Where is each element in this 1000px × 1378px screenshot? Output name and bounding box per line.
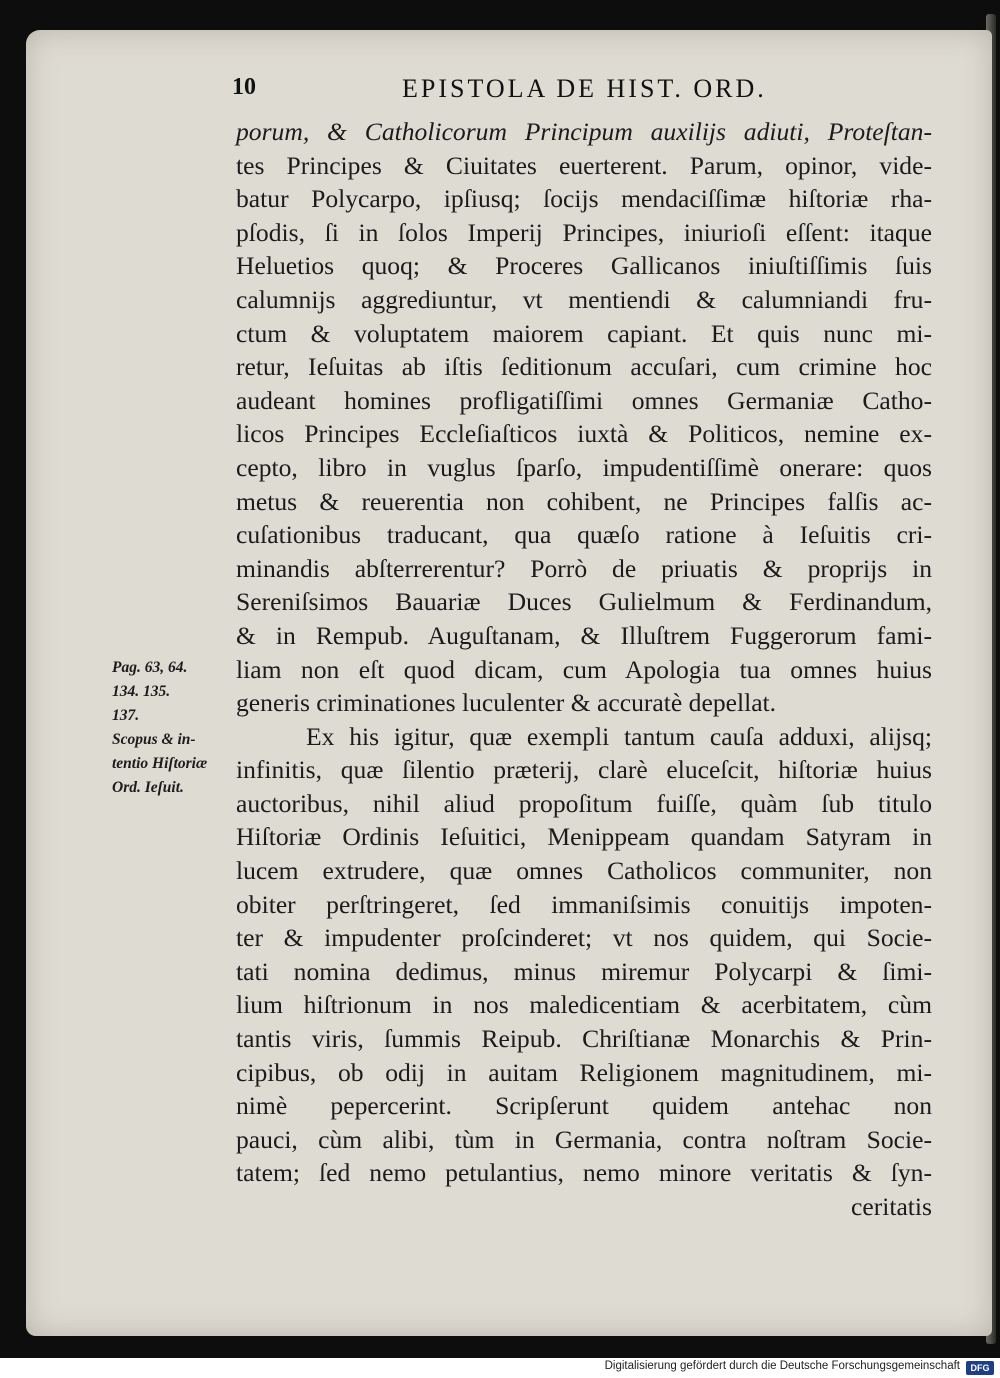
text-line: lium hiſtrionum in nos maledicentiam & acerbitatem, cùm [236, 990, 932, 1020]
catchword: ceritatis [850, 1192, 932, 1221]
footer-bar [0, 1358, 1000, 1378]
margin-note-pages: Pag. 63, 64. [112, 659, 188, 676]
text-line: batur Polycarpo, ipſiusq; ſocijs mendaciſſimæ hiſtoriæ rha- [236, 184, 932, 214]
text-line: porum, & Catholicorum Principum auxilijs adiuti, Proteſtan- [236, 117, 932, 146]
text-line: liam non eſt quod dicam, cum Apologia tua omnes huius [236, 654, 932, 684]
margin-note-pages: 134. 135. [112, 683, 171, 700]
text-line: Heluetios quoq; & Proceres Gallicanos iniuſtiſſimis ſuis [236, 251, 932, 281]
margin-note-pages: 137. [112, 707, 140, 724]
margin-note-scope: Scopus & in- [112, 731, 196, 748]
text-line: ctum & voluptatem maiorem capiant. Et quis nunc mi- [236, 318, 932, 348]
text-line: tati nomina dedimus, minus miremur Polycarpi & ſimi- [236, 956, 932, 986]
text-line: calumnijs aggrediuntur, vt mentiendi & calumniandi fru- [236, 284, 932, 314]
text-line: auctoribus, nihil aliud propoſitum fuiſſe, quàm ſub titulo [236, 788, 932, 818]
text-line: cepto, libro in vuglus ſparſo, impudentiſſimè onerare: quos [236, 452, 932, 482]
text-line: audeant homines profligatiſſimi omnes Germaniæ Catho- [236, 385, 932, 415]
text-line: tatem; ſed nemo petulantius, nemo minore veritatis & ſyn- [236, 1158, 932, 1188]
dfg-logo: DFG [966, 1361, 994, 1375]
text-line: cipibus, ob odij in auitam Religionem magnitudinem, mi- [236, 1057, 932, 1087]
text-line: retur, Ieſuitas ab iſtis ſeditionum accuſari, cum crimine hoc [236, 352, 932, 382]
text-line: tantis viris, ſummis Reipub. Chriſtianæ Monarchis & Prin- [236, 1024, 932, 1054]
text-line: lucem extrudere, quæ omnes Catholicos communiter, non [236, 856, 932, 886]
text-line: Hiſtoriæ Ordinis Ieſuitici, Menippeam quandam Satyram in [236, 822, 932, 852]
text-line: tes Principes & Ciuitates euerterent. Parum, opinor, vide- [236, 150, 932, 180]
text-line: ter & impudenter proſcinderet; vt nos quidem, qui Socie- [236, 923, 932, 953]
text-line: metus & reuerentia non cohibent, ne Principes falſis ac- [236, 486, 932, 516]
text-line: pſodis, ſi in ſolos Imperij Principes, iniurioſi eſſent: itaque [236, 217, 932, 247]
margin-note [112, 656, 236, 800]
page-header [232, 72, 932, 112]
main-text [236, 115, 932, 1224]
text-line: obiter perſtringeret, ſed immaniſsimis conuitijs impoten- [236, 889, 932, 919]
text-line: cuſationibus traducant, qua quæſo ratione à Ieſuitis cri- [236, 520, 932, 550]
folio-number: 10 [232, 74, 256, 100]
text-line: Ex his igitur, quæ exempli tantum cauſa adduxi, alijsq; [306, 721, 932, 751]
text-line: licos Principes Eccleſiaſticos iuxtà & Politicos, nemine ex- [236, 419, 932, 449]
text-line: nimè pepercerint. Scripſerunt quidem antehac non [236, 1091, 932, 1121]
running-title: EPISTOLA DE HIST. ORD. [402, 74, 767, 103]
text-line: & in Rempub. Auguſtanam, & Illuſtrem Fuggerorum fami- [236, 620, 932, 650]
funding-credit: Digitalisierung gefördert durch die Deutsche Forschungsgemeinschaft [604, 1360, 960, 1372]
text-line: minandis abſterrerentur? Porrò de priuatis & proprijs in [236, 553, 932, 583]
text-line: pauci, cùm alibi, tùm in Germania, contra noſtram Socie- [236, 1124, 932, 1154]
margin-note-scope: Ord. Ieſuit. [112, 779, 184, 796]
margin-note-scope: tentio Hiſtoriæ [112, 755, 208, 772]
text-line: generis criminationes luculenter & accuratè depellat. [236, 688, 777, 718]
text-line: infinitis, quæ ſilentio præterij, clarè eluceſcit, hiſtoriæ huius [236, 755, 932, 785]
text-line: Sereniſsimos Bauariæ Duces Gulielmum & Ferdinandum, [236, 587, 932, 617]
